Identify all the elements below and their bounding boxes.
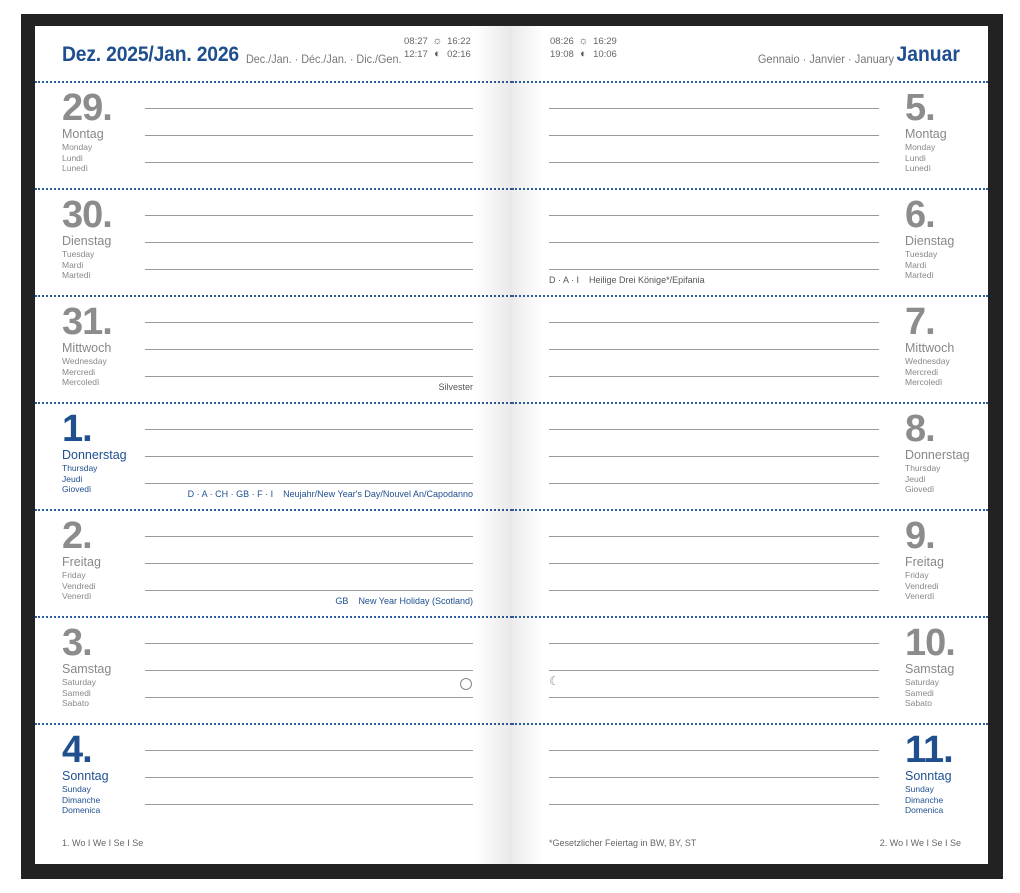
holiday-countries: D · A · I: [549, 275, 580, 285]
writing-line[interactable]: [145, 242, 473, 243]
writing-line[interactable]: [145, 670, 473, 671]
holiday-note: Silvester: [438, 382, 473, 392]
writing-line[interactable]: [549, 135, 879, 136]
writing-line[interactable]: [549, 670, 879, 671]
day-block: [512, 190, 988, 297]
day-name: Dienstag: [905, 234, 955, 248]
day-block: [512, 297, 988, 404]
day-block: [512, 618, 988, 725]
day-translations: Thursday Jeudi Giovedì: [62, 463, 98, 494]
day-number: 7.: [905, 301, 935, 343]
day-block: [35, 511, 512, 618]
writing-line[interactable]: [549, 750, 879, 751]
day-name: Montag: [905, 127, 947, 141]
day-name: Samstag: [905, 662, 955, 676]
writing-line[interactable]: [145, 777, 473, 778]
moon-phase-icon: ◐: [434, 48, 441, 60]
day-translations: Friday Vendredi Venerdì: [62, 570, 96, 601]
day-number: 9.: [905, 515, 935, 557]
writing-line[interactable]: [549, 563, 879, 564]
page-subtitle: Gennaio · Janvier · January: [757, 52, 894, 66]
holiday-name: New Year Holiday (Scotland): [358, 596, 473, 606]
holiday-note: [335, 596, 473, 606]
day-number: 4.: [62, 729, 92, 771]
day-translations: Tuesday Mardi Martedì: [905, 249, 938, 280]
writing-line[interactable]: [145, 269, 473, 270]
day-translations: Wednesday Mercredi Mercoledì: [905, 356, 950, 387]
day-block: [35, 297, 512, 404]
writing-line[interactable]: [145, 483, 473, 484]
sun-icon: ☼: [432, 35, 443, 47]
day-block: [512, 404, 988, 511]
day-name: Sonntag: [905, 769, 952, 783]
writing-line[interactable]: [145, 322, 473, 323]
day-number: 5.: [905, 87, 935, 129]
writing-line[interactable]: [549, 242, 879, 243]
page-title: Januar: [896, 43, 960, 66]
day-translations: Thursday Jeudi Giovedì: [905, 463, 941, 494]
writing-line[interactable]: [145, 376, 473, 377]
left-header: [35, 26, 512, 81]
day-block: [512, 725, 988, 832]
week-footer: 1. Wo I We I Se I Se: [62, 838, 144, 848]
day-translations: Wednesday Mercredi Mercoledì: [62, 356, 107, 387]
day-block: [35, 404, 512, 511]
week-footer: 2. Wo I We I Se I Se: [879, 838, 961, 848]
day-number: 11.: [905, 729, 953, 771]
day-number: 1.: [62, 408, 92, 450]
day-block: [35, 83, 512, 190]
sun-moon-times: [550, 35, 617, 61]
writing-line[interactable]: [549, 456, 879, 457]
holiday-note: [188, 489, 473, 499]
writing-line[interactable]: [145, 135, 473, 136]
writing-line[interactable]: [549, 215, 879, 216]
day-number: 29.: [62, 87, 112, 129]
sunset-time: 16:22: [447, 36, 471, 47]
writing-line[interactable]: [549, 643, 879, 644]
sunset-time: 16:29: [593, 36, 617, 47]
waning-crescent-icon: ☾: [549, 674, 560, 688]
moonset-time: 02:16: [447, 49, 471, 60]
day-number: 31.: [62, 301, 112, 343]
day-block: [512, 511, 988, 618]
day-number: 6.: [905, 194, 935, 236]
holiday-countries: D · A · CH · GB · F · I: [187, 489, 274, 499]
page-title: Dez. 2025/Jan. 2026: [62, 43, 239, 66]
day-name: Mittwoch: [905, 341, 955, 355]
day-block: [35, 618, 512, 725]
moonrise-time: 12:17: [404, 49, 428, 60]
day-translations: Sunday Dimanche Domenica: [905, 784, 944, 815]
writing-line[interactable]: [145, 804, 473, 805]
holiday-name: Heilige Drei Könige*/Epifania: [589, 275, 705, 285]
writing-line[interactable]: [145, 162, 473, 163]
footnote: *Gesetzlicher Feiertag in BW, BY, ST: [549, 838, 697, 848]
day-translations: Monday Lundi Lunedì: [905, 142, 936, 173]
writing-line[interactable]: [549, 536, 879, 537]
day-number: 3.: [62, 622, 92, 664]
writing-line[interactable]: [145, 456, 473, 457]
holiday-name: Neujahr/New Year's Day/Nouvel An/Capodanno: [283, 489, 473, 499]
day-number: 8.: [905, 408, 935, 450]
day-number: 30.: [62, 194, 112, 236]
day-translations: Friday Vendredi Venerdì: [905, 570, 939, 601]
full-moon-icon: [460, 678, 472, 690]
writing-line[interactable]: [549, 777, 879, 778]
moonrise-time: 19:08: [550, 49, 574, 60]
day-block: [35, 190, 512, 297]
writing-line[interactable]: [145, 536, 473, 537]
writing-line[interactable]: [549, 349, 879, 350]
day-number: 10.: [905, 622, 955, 664]
writing-line[interactable]: [549, 376, 879, 377]
writing-line[interactable]: [145, 349, 473, 350]
day-name: Freitag: [62, 555, 101, 569]
day-block: [35, 725, 512, 832]
writing-line[interactable]: [549, 322, 879, 323]
holiday-countries: GB: [335, 596, 349, 606]
right-page: [512, 26, 988, 864]
writing-line[interactable]: [145, 750, 473, 751]
holiday-note: [549, 275, 705, 285]
moon-phase-icon: ◐: [580, 48, 587, 60]
day-translations: Saturday Samedi Sabato: [905, 677, 940, 708]
day-name: Sonntag: [62, 769, 109, 783]
day-translations: Tuesday Mardi Martedì: [62, 249, 95, 280]
writing-line[interactable]: [145, 429, 473, 430]
writing-line[interactable]: [549, 269, 879, 270]
writing-line[interactable]: [145, 215, 473, 216]
writing-line[interactable]: [145, 563, 473, 564]
writing-line[interactable]: [549, 697, 879, 698]
writing-line[interactable]: [549, 429, 879, 430]
day-translations: Monday Lundi Lunedì: [62, 142, 93, 173]
page-subtitle: Dec./Jan. · Déc./Jan. · Dic./Gen.: [246, 52, 402, 66]
writing-line[interactable]: [549, 162, 879, 163]
writing-line[interactable]: [145, 590, 473, 591]
left-page: [35, 26, 512, 864]
day-block: [512, 83, 988, 190]
writing-line[interactable]: [145, 643, 473, 644]
writing-line[interactable]: [145, 108, 473, 109]
day-name: Montag: [62, 127, 104, 141]
day-name: Donnerstag: [62, 448, 127, 462]
day-name: Dienstag: [62, 234, 112, 248]
writing-line[interactable]: [549, 804, 879, 805]
writing-line[interactable]: [145, 697, 473, 698]
day-name: Freitag: [905, 555, 944, 569]
writing-line[interactable]: [549, 483, 879, 484]
day-translations: Saturday Samedi Sabato: [62, 677, 97, 708]
day-translations: Sunday Dimanche Domenica: [62, 784, 101, 815]
sunrise-time: 08:26: [550, 36, 574, 47]
moonset-time: 10:06: [593, 49, 617, 60]
right-header: [512, 26, 988, 81]
writing-line[interactable]: [549, 590, 879, 591]
sunrise-time: 08:27: [404, 36, 428, 47]
day-name: Donnerstag: [905, 448, 970, 462]
day-number: 2.: [62, 515, 92, 557]
day-name: Samstag: [62, 662, 112, 676]
sun-moon-times: [404, 35, 471, 61]
sun-icon: ☼: [578, 35, 589, 47]
day-name: Mittwoch: [62, 341, 112, 355]
writing-line[interactable]: [549, 108, 879, 109]
